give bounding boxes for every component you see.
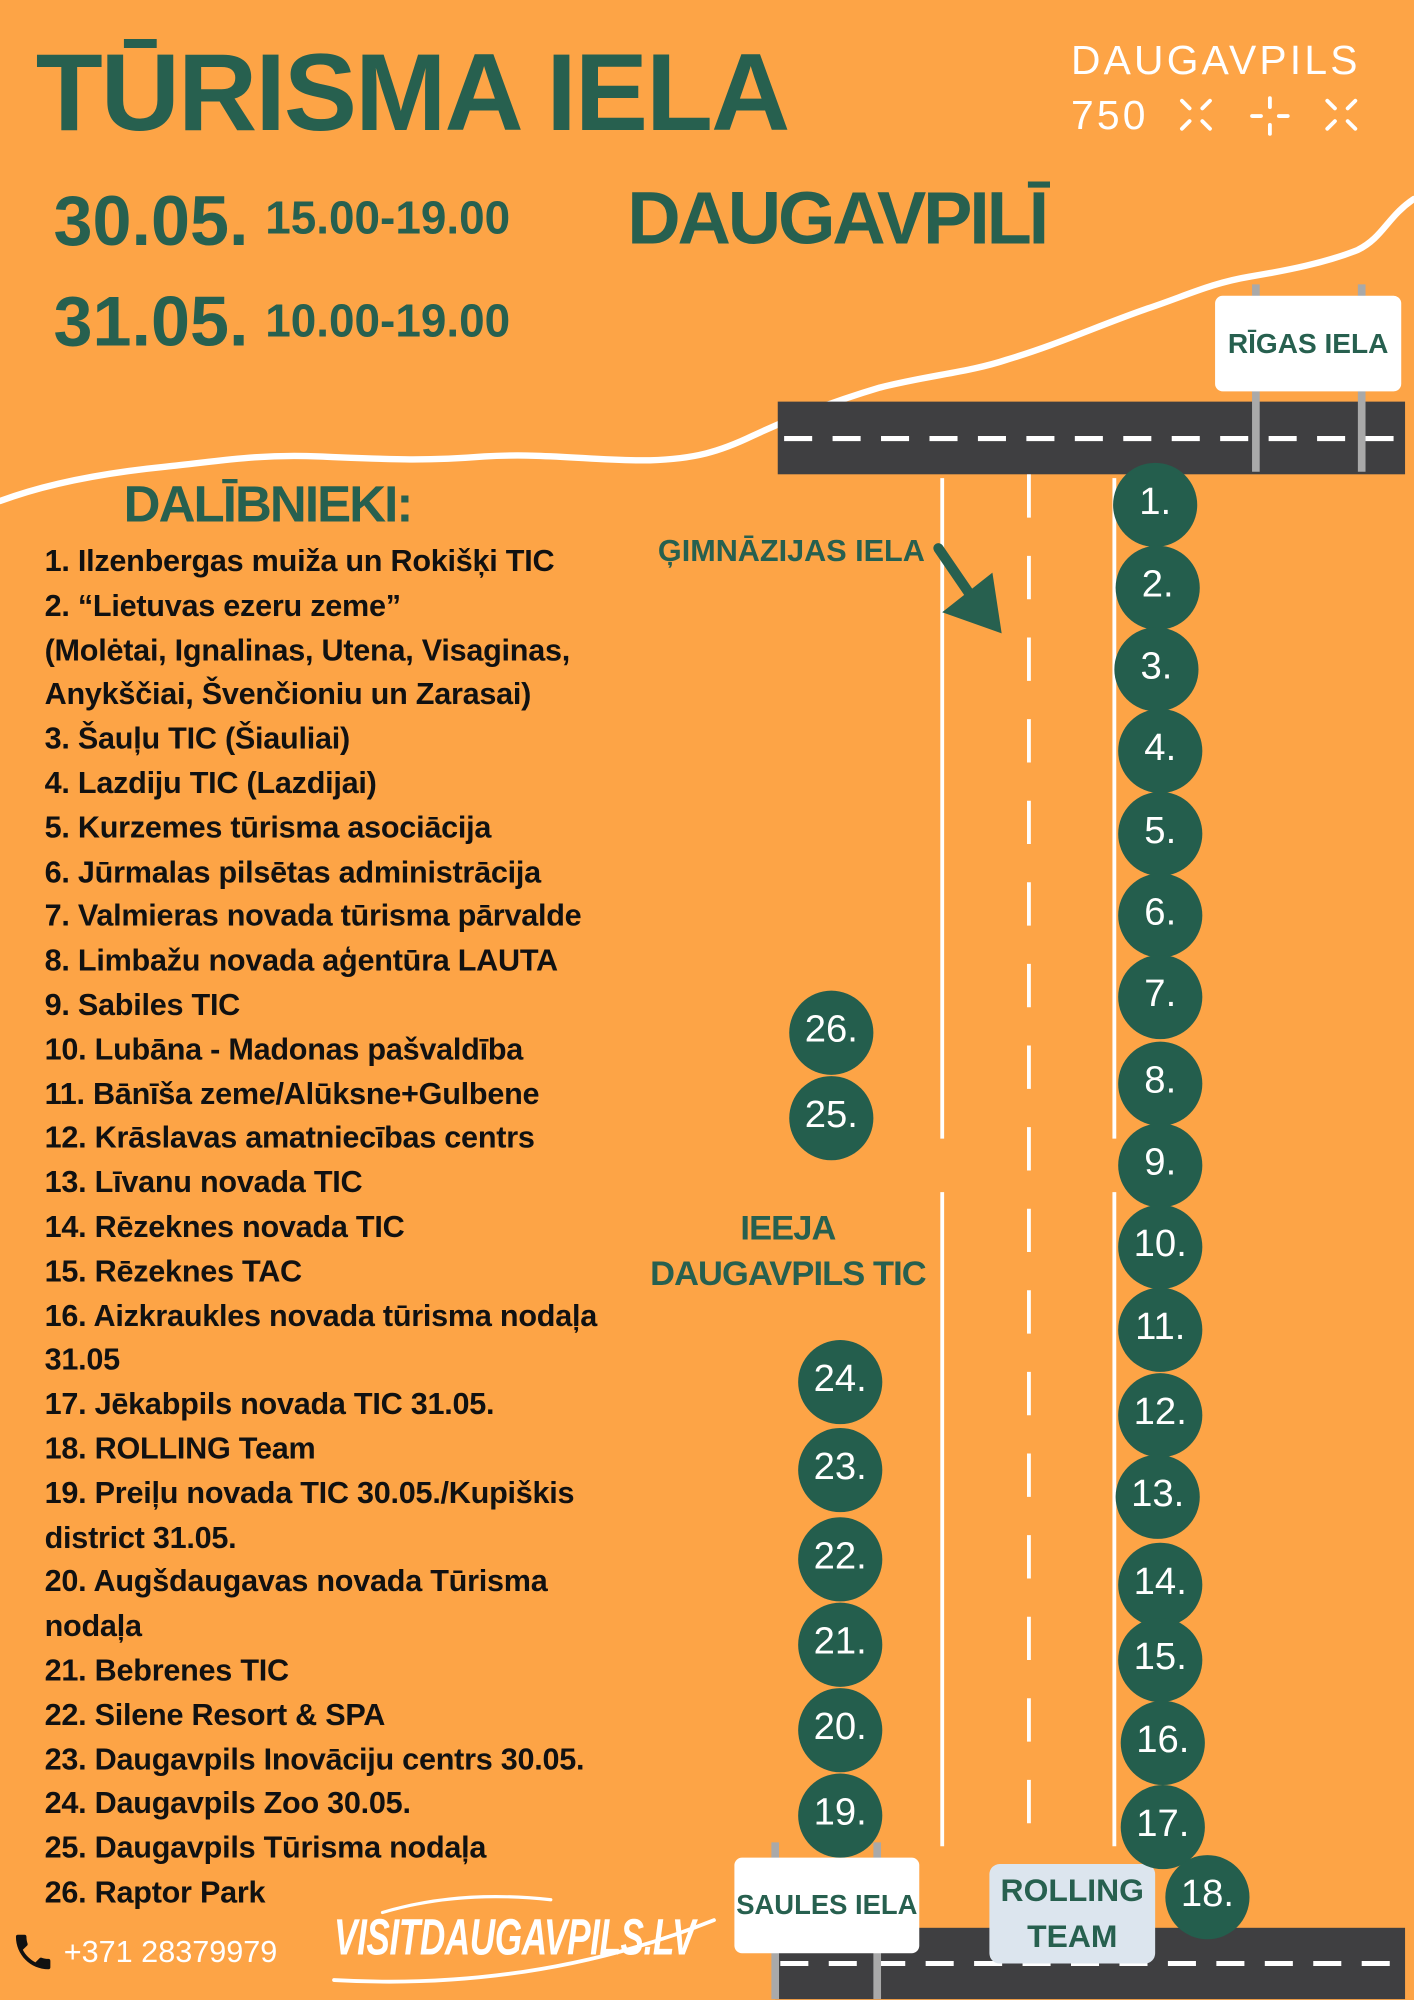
cross-decoration-icon [1182,101,1210,129]
booth-marker-4: 4. [1118,709,1202,793]
event-hours-1: 15.00-19.00 [265,191,511,244]
event-date-1: 30.05. [53,181,249,261]
rolling-team-line1: ROLLING [1000,1872,1144,1909]
participant-item: 3. Šauļu TIC (Šiauliai) [44,721,350,757]
website-logo: VISITDAUGAVPILS.LV [334,1909,696,1967]
participant-item: 25. Daugavpils Tūrisma nodaļa [44,1831,487,1866]
phone-number: +371 28379979 [63,1935,278,1970]
participants-heading: DALĪBNIEKI: [123,476,412,533]
booth-marker-18: 18. [1165,1855,1249,1939]
participant-item: 13. Līvanu novada TIC [44,1165,363,1200]
event-location: DAUGAVPILĪ [627,177,1046,261]
participant-item: 22. Silene Resort & SPA [44,1697,386,1733]
booth-marker-5: 5. [1118,792,1202,876]
booth-marker-22: 22. [798,1517,882,1601]
booth-marker-8: 8. [1118,1042,1202,1126]
cross-decoration-icon [1327,101,1355,129]
booth-marker-13: 13. [1116,1455,1200,1539]
participant-item: 18. ROLLING Team [44,1431,316,1467]
entrance-label [622,1205,954,1297]
booth-marker-20: 20. [798,1688,882,1772]
phone-icon [16,1935,50,1969]
booth-marker-1: 1. [1113,463,1197,547]
participant-item: 21. Bebrenes TIC [44,1653,289,1689]
participant-item: 4. Lazdiju TIC (Lazdijai) [44,766,377,801]
booth-marker-17: 17. [1121,1785,1205,1869]
participant-item: 16. Aizkraukles novada tūrisma nodaļa 31.05 [44,1298,597,1378]
participant-item: 6. Jūrmalas pilsētas administrācija [44,854,541,890]
page-title: TŪRISMA IELA [35,31,789,155]
participants-list [45,541,597,1916]
participant-item: 10. Lubāna - Madonas pašvaldība [44,1032,524,1067]
participant-item: 14. Rēzeknes novada TIC [44,1209,405,1245]
booth-marker-26: 26. [789,991,873,1075]
booth-marker-21: 21. [798,1603,882,1687]
street-sign-rigas: RĪGAS IELA [1215,296,1401,392]
booth-marker-24: 24. [798,1340,882,1424]
participant-item: 19. Preiļu novada TIC 30.05./Kupiškis district 31.05. [44,1476,575,1555]
participant-item: 24. Daugavpils Zoo 30.05. [44,1786,411,1822]
booth-marker-19: 19. [798,1774,882,1858]
participant-item: 5. Kurzemes tūrisma asociācija [44,810,492,846]
booth-marker-6: 6. [1118,873,1202,957]
booth-marker-12: 12. [1118,1373,1202,1457]
entrance-label-line1: IEEJA [740,1208,836,1247]
direction-arrow-icon [938,548,1000,632]
booth-marker-11: 11. [1118,1288,1202,1372]
city-badge-name: DAUGAVPILS [1071,36,1361,83]
participant-item: 2. “Lietuvas ezeru zeme” (Molėtai, Ignalinas, Utena, Visaginas, Anykščiai, Švenčioniu un Zarasai) [44,588,571,712]
street-sign-saules: SAULES IELA [734,1858,919,1954]
booth-marker-16: 16. [1121,1701,1205,1785]
participant-item: 20. Augšdaugavas novada Tūrisma nodaļa [44,1564,548,1644]
participant-item: 15. Rēzeknes TAC [44,1254,302,1289]
participant-item: 11. Bānīša zeme/Alūksne+Gulbene [44,1076,540,1112]
participant-item: 9. Sabiles TIC [44,988,241,1023]
city-badge-number: 750 [1071,91,1149,138]
participant-item: 26. Raptor Park [44,1875,266,1910]
booth-marker-9: 9. [1118,1123,1202,1207]
plus-decoration-icon [1252,98,1288,134]
booth-marker-25: 25. [789,1076,873,1160]
event-hours-2: 10.00-19.00 [265,294,511,347]
participant-item: 8. Limbažu novada aģentūra LAUTA [44,943,558,979]
booth-marker-15: 15. [1118,1618,1202,1702]
participant-item: 1. Ilzenbergas muiža un Rokišķi TIC [44,544,555,579]
participant-item: 12. Krāslavas amatniecības centrs [44,1121,535,1156]
booth-marker-10: 10. [1118,1205,1202,1289]
street-label-gimnazijas: ĢIMNĀZIJAS IELA [657,534,925,569]
participant-item: 17. Jēkabpils novada TIC 31.05. [44,1387,495,1422]
booth-marker-3: 3. [1114,627,1198,711]
booth-marker-2: 2. [1116,546,1200,630]
rolling-team-box [989,1864,1155,1963]
participant-item: 23. Daugavpils Inovāciju centrs 30.05. [44,1742,585,1777]
booth-marker-7: 7. [1118,955,1202,1039]
rolling-team-line2: TEAM [1027,1918,1118,1955]
event-date-2: 31.05. [53,281,249,361]
booth-marker-23: 23. [798,1428,882,1512]
entrance-label-line2: DAUGAVPILS TIC [650,1254,926,1293]
booth-marker-14: 14. [1118,1543,1202,1627]
participant-item: 7. Valmieras novada tūrisma pārvalde [44,899,582,934]
